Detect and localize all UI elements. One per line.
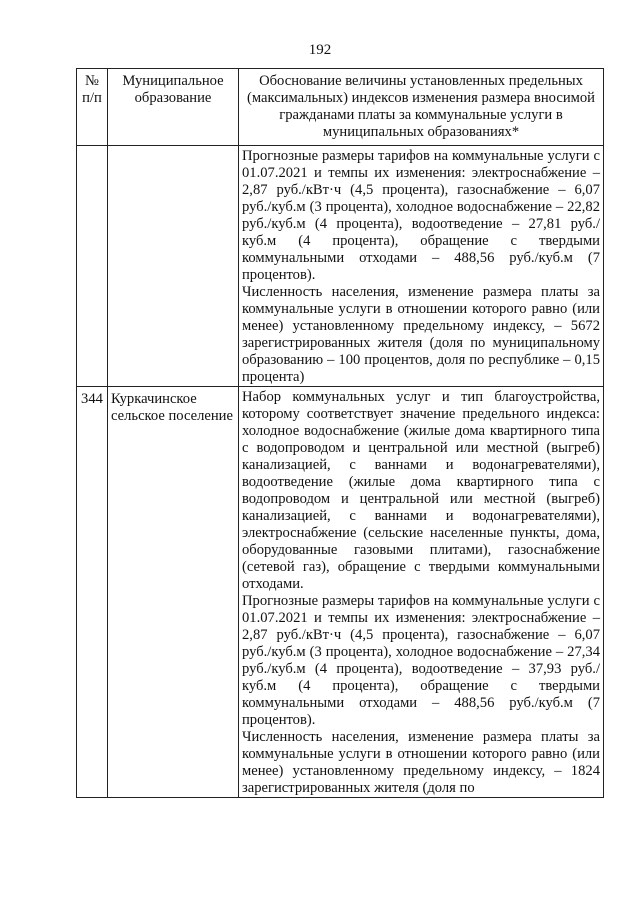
- header-justification: Обоснование величины установленных предельных (максимальных) индексов изменения размера вносимой гражданами платы за коммунальные услуги в муниципальных образованиях*: [239, 69, 604, 146]
- row-number: 344: [77, 387, 108, 798]
- table-header: [77, 69, 604, 146]
- table-row: [77, 146, 604, 387]
- paragraph: Численность населения, изменение размера платы за коммунальные услуги в отношении которого равно (или менее) установленному предельному индексу, – 5672 зарегистрированных жителя (доля по муниципальному образованию – 100 процентов, доля по республике – 0,15 процента): [242, 284, 600, 385]
- header-municipality: Муниципальное образование: [108, 69, 239, 146]
- page-number: 192: [308, 42, 332, 58]
- row-municipality: Куркачинское сельское поселение: [108, 387, 239, 798]
- paragraph: Численность населения, изменение размера платы за коммунальные услуги в отношении которого равно (или менее) установленному предельному индексу, – 1824 зарегистрированных жителя (доля по: [242, 729, 600, 796]
- paragraph: Прогнозные размеры тарифов на коммунальные услуги с 01.07.2021 и темпы их изменения: электроснабжение – 2,87 руб./кВт·ч (4,5 процента), газоснабжение – 6,07 руб./куб.м (3 процента), холодное водоснабжение – 27,34 руб./куб.м (4 процента), водоотведение – 37,93 руб./куб.м (4 процента), обращение с твердыми коммунальными отходами – 488,56 руб./куб.м (7 процентов).: [242, 593, 600, 728]
- row-municipality: [108, 146, 239, 387]
- paragraph: Прогнозные размеры тарифов на коммунальные услуги с 01.07.2021 и темпы их изменения: электроснабжение – 2,87 руб./кВт·ч (4,5 процента), газоснабжение – 6,07 руб./куб.м (3 процента), холодное водоснабжение – 22,82 руб./куб.м (4 процента), водоотведение – 27,81 руб./куб.м (4 процента), обращение с твердыми коммунальными отходами – 488,56 руб./куб.м (7 процентов).: [242, 148, 600, 283]
- header-number: № п/п: [77, 69, 108, 146]
- table-row: [77, 387, 604, 798]
- row-justification: [239, 146, 604, 387]
- paragraph: Набор коммунальных услуг и тип благоустройства, которому соответствует значение предельного индекса: холодное водоснабжение (жилые дома квартирного типа с водопроводом и центральной или местной (выгреб) канализацией, с ваннами и водонагревателями), водоотведение (жилые дома квартирного типа с водопроводом и центральной или местной (выгреб) канализацией, с ваннами и водонагревателями), электроснабжение (сельские населенные пункты, дома, оборудованные газовыми плитами), газоснабжение (сетевой газ), обращение с твердыми коммунальными отходами.: [242, 389, 600, 592]
- row-number: [77, 146, 108, 387]
- tariff-table: [76, 68, 604, 798]
- row-justification: [239, 387, 604, 798]
